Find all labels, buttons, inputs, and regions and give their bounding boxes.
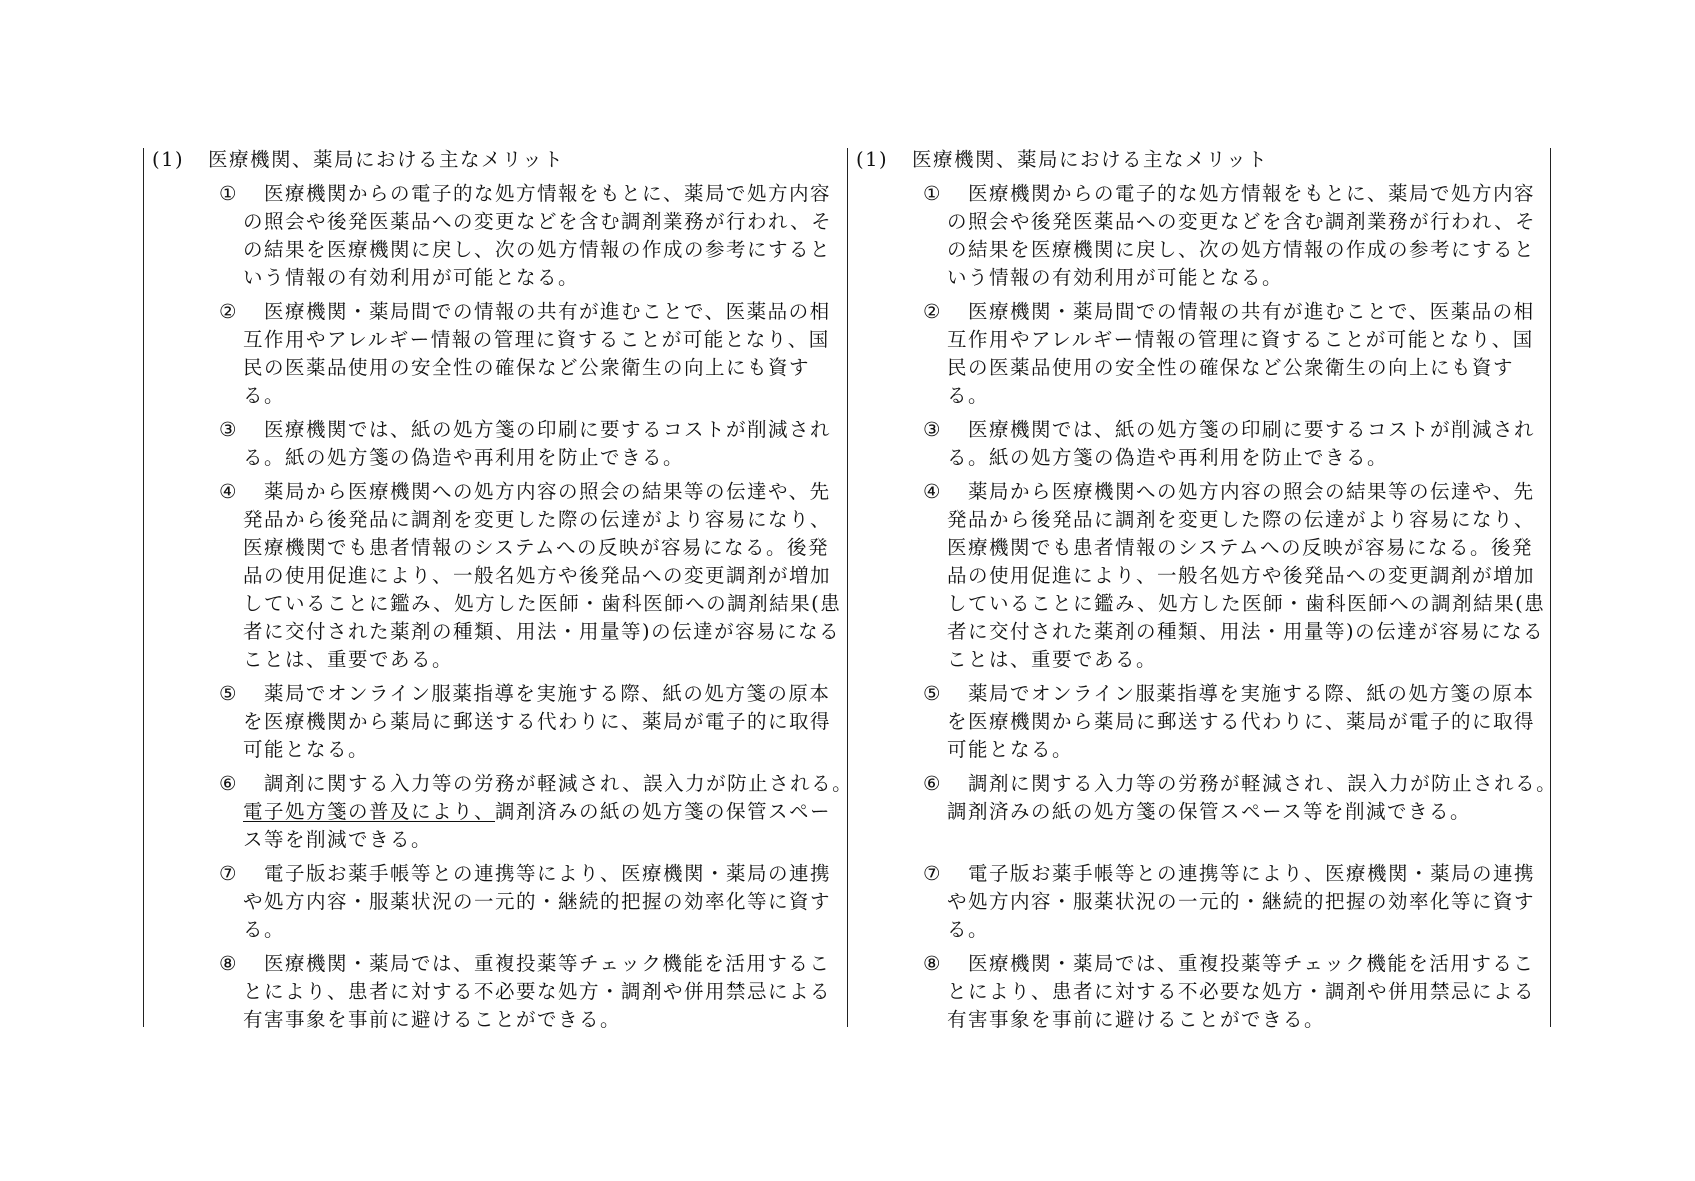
item-line: 薬局でオンライン服薬指導を実施する際、紙の処方箋の原本 [968,682,1535,705]
item-line: る。 [243,384,286,407]
list-item [924,860,1546,944]
section-number: (1) [856,148,889,171]
right-column [856,146,1558,1040]
item-line: 民の医薬品使用の安全性の確保など公衆衛生の向上にも資す [243,356,811,379]
item-line: 医療機関でも患者情報のシステムへの反映が容易になる。後発 [947,536,1534,559]
list-item [220,478,842,674]
item-number: ⑦ [923,862,942,885]
underlined-addition: 電子処方箋の普及により、 [243,800,496,823]
item-line: 医療機関・薬局では、重複投薬等チェック機能を活用するこ [968,952,1535,975]
item-line: 互作用やアレルギー情報の管理に資することが可能となり、国 [947,328,1534,351]
list-item [220,860,842,944]
item-number: ③ [219,418,238,441]
item-line: 電子版お薬手帳等との連携等により、医療機関・薬局の連携 [968,862,1536,885]
left-border [143,148,144,1027]
item-line: 医療機関では、紙の処方箋の印刷に要するコストが削減され [968,418,1536,441]
item-line: の照会や後発医薬品への変更などを含む調剤業務が行われ、そ [947,210,1537,233]
item-line: 電子版お薬手帳等との連携等により、医療機関・薬局の連携 [264,862,832,885]
section-title: 医療機関、薬局における主なメリット [208,148,565,171]
item-line: ス等を削減できる。 [243,828,433,851]
item-line: 品の使用促進により、一般名処方や後発品への変更調剤が増加 [243,564,832,587]
item-line: や処方内容・服薬状況の一元的・継続的把握の効率化等に資す [947,890,1536,913]
item-line: る。 [947,918,990,941]
list-item [923,770,1558,826]
item-line: ことは、重要である。 [947,648,1158,671]
list-item [924,180,1546,292]
item-number: ⑦ [219,862,238,885]
section-title: 医療機関、薬局における主なメリット [912,148,1269,171]
item-line: 調剤済みの紙の処方箋の保管スペース等を削減できる。 [947,800,1472,823]
item-line: とにより、患者に対する不必要な処方・調剤や併用禁忌による [947,980,1536,1003]
item-number: ⑥ [923,772,942,795]
list-item [220,680,842,764]
item-line: 医療機関・薬局では、重複投薬等チェック機能を活用するこ [264,952,831,975]
item-line: 調剤に関する入力等の労務が軽減され、誤入力が防止される。 [968,772,1558,795]
right-border [1550,148,1551,1027]
item-line: る。紙の処方箋の偽造や再利用を防止できる。 [243,446,685,469]
item-line: ことは、重要である。 [243,648,454,671]
list-item [220,950,842,1034]
section-heading [856,146,1546,174]
item-line: 互作用やアレルギー情報の管理に資することが可能となり、国 [243,328,830,351]
item-number: ② [923,300,942,323]
item-number: ① [219,182,238,205]
item-line: していることに鑑み、処方した医師・歯科医師への調剤結果(患 [947,592,1546,615]
list-item [219,770,854,854]
item-line: の照会や後発医薬品への変更などを含む調剤業務が行われ、そ [243,210,833,233]
item-number: ④ [219,480,238,503]
item-number: ④ [923,480,942,503]
item-line: る。 [243,918,286,941]
item-line: していることに鑑み、処方した医師・歯科医師への調剤結果(患 [243,592,842,615]
list-item [924,416,1546,472]
merit-list [856,180,1558,1034]
item-line: 品の使用促進により、一般名処方や後発品への変更調剤が増加 [947,564,1536,587]
item-number: ⑤ [219,682,238,705]
item-number: ⑤ [923,682,942,705]
item-number: ② [219,300,238,323]
item-line: 医療機関からの電子的な処方情報をもとに、薬局で処方内容 [264,182,832,205]
list-item [924,950,1546,1034]
item-line: る。紙の処方箋の偽造や再利用を防止できる。 [947,446,1389,469]
item-number: ③ [923,418,942,441]
item-line: 可能となる。 [947,738,1074,761]
item-line: とにより、患者に対する不必要な処方・調剤や併用禁忌による [243,980,832,1003]
list-item [924,298,1546,410]
item-line: 医療機関・薬局間での情報の共有が進むことで、医薬品の相 [968,300,1535,323]
item-line: 医療機関からの電子的な処方情報をもとに、薬局で処方内容 [968,182,1536,205]
list-item [220,416,842,472]
center-divider [847,148,848,1027]
item-line: 発品から後発品に調剤を変更した際の伝達がより容易になり、 [947,508,1536,531]
item-line: 者に交付された薬剤の種類、用法・用量等)の伝達が容易になる [947,620,1545,643]
item-line: を医療機関から薬局に郵送する代わりに、薬局が電子的に取得 [947,710,1536,733]
list-item [220,180,842,292]
item-line: 医療機関・薬局間での情報の共有が進むことで、医薬品の相 [264,300,831,323]
list-item [220,298,842,410]
item-line: 薬局から医療機関への処方内容の照会の結果等の伝達や、先 [968,480,1535,503]
item-number: ⑧ [219,952,238,975]
item-line [243,798,842,826]
item-line: 可能となる。 [243,738,370,761]
item-line: を医療機関から薬局に郵送する代わりに、薬局が電子的に取得 [243,710,832,733]
item-line: 民の医薬品使用の安全性の確保など公衆衛生の向上にも資す [947,356,1515,379]
section-heading [152,146,842,174]
item-line: の結果を医療機関に戻し、次の処方情報の作成の参考にすると [243,238,832,261]
item-line-rest: 調剤済みの紙の処方箋の保管スペー [495,800,832,823]
item-line: る。 [947,384,990,407]
item-number: ⑥ [219,772,238,795]
item-line: いう情報の有効利用が可能となる。 [947,266,1284,289]
list-item [924,680,1546,764]
left-column [152,146,854,1040]
item-line: いう情報の有効利用が可能となる。 [243,266,580,289]
item-line: 者に交付された薬剤の種類、用法・用量等)の伝達が容易になる [243,620,841,643]
item-line: の結果を医療機関に戻し、次の処方情報の作成の参考にすると [947,238,1536,261]
merit-list [152,180,854,1034]
item-line: 調剤に関する入力等の労務が軽減され、誤入力が防止される。 [264,772,854,795]
item-number: ① [923,182,942,205]
item-line: 有害事象を事前に避けることができる。 [947,1008,1326,1031]
item-line: 薬局から医療機関への処方内容の照会の結果等の伝達や、先 [264,480,831,503]
item-number: ⑧ [923,952,942,975]
item-line: 薬局でオンライン服薬指導を実施する際、紙の処方箋の原本 [264,682,831,705]
section-number: (1) [152,148,185,171]
list-item [924,478,1546,674]
item-line: 発品から後発品に調剤を変更した際の伝達がより容易になり、 [243,508,832,531]
item-line: 医療機関では、紙の処方箋の印刷に要するコストが削減され [264,418,832,441]
item-line: 医療機関でも患者情報のシステムへの反映が容易になる。後発 [243,536,830,559]
item-line: や処方内容・服薬状況の一元的・継続的把握の効率化等に資す [243,890,832,913]
item-line: 有害事象を事前に避けることができる。 [243,1008,622,1031]
